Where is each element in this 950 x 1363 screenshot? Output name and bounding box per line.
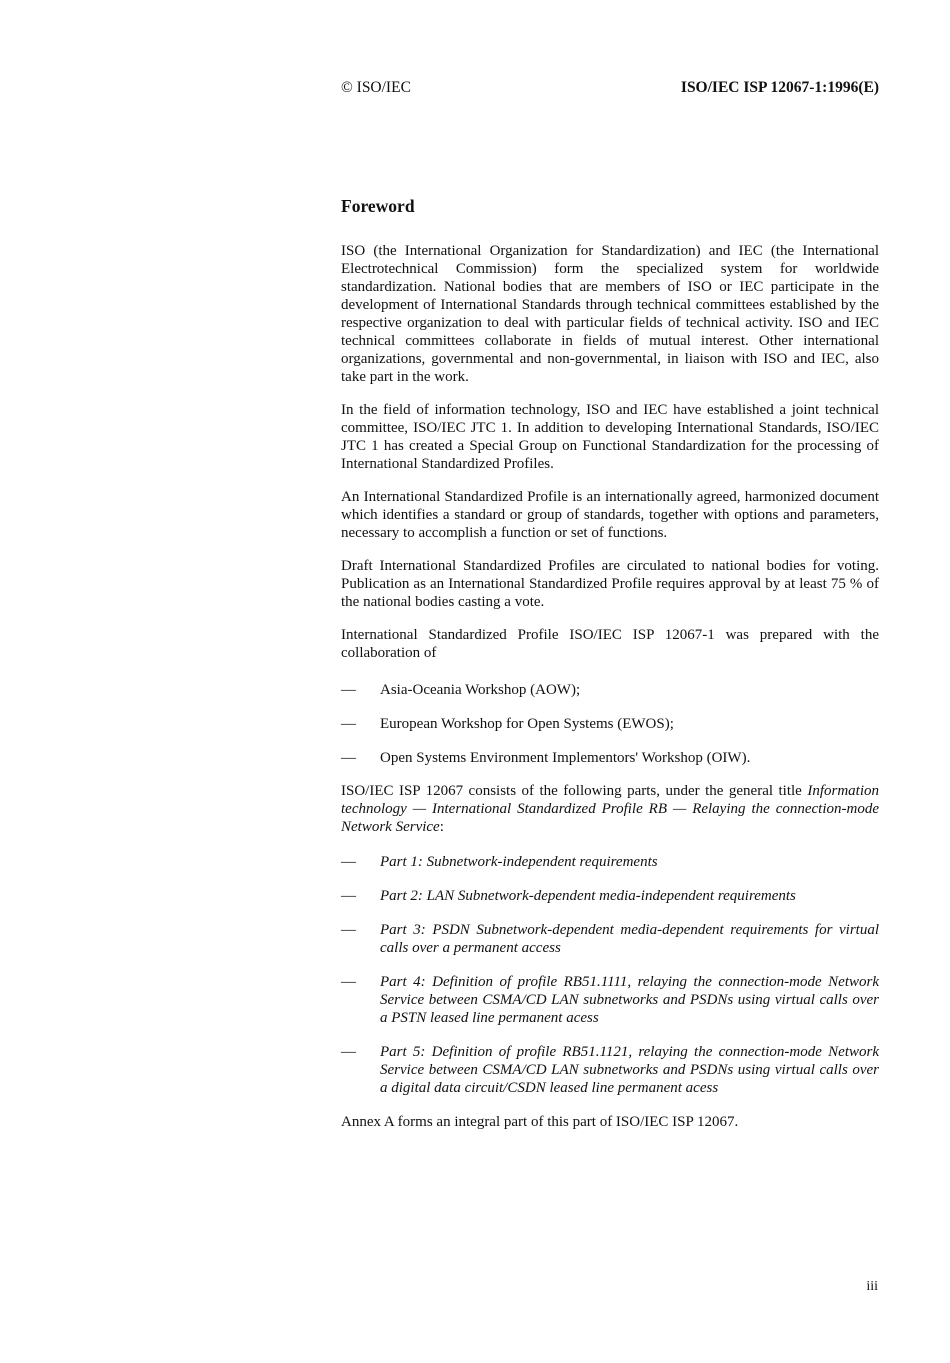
list-item bbox=[341, 681, 879, 699]
list-item bbox=[341, 749, 879, 767]
paragraph: An International Standardized Profile is an internationally agreed, harmonized document which identifies a standard or group of standards, together with options and parameters, necessary to accomplish a function or set of functions. bbox=[341, 489, 879, 541]
parts-intro-prefix: ISO/IEC ISP 12067 consists of the following parts, under the general title bbox=[341, 783, 808, 799]
paragraph: International Standardized Profile ISO/IEC ISP 12067-1 was prepared with the collaboration of bbox=[341, 627, 879, 661]
dash-bullet: — bbox=[341, 974, 356, 990]
workshop-name: Asia-Oceania Workshop (AOW); bbox=[380, 682, 581, 698]
paragraph: ISO (the International Organization for Standardization) and IEC (the International Electrotechnical Commission) form the specialized system for worldwide standardization. National bodies that are members of ISO or IEC participate in the development of International Standards through technical committees established by the respective organization to deal with particular fields of technical activity. ISO and IEC technical committees collaborate in fields of mutual interest. Other international organizations, governmental and non-governmental, in liaison with ISO and IEC, also take part in the work. bbox=[341, 243, 879, 385]
list-item bbox=[341, 715, 879, 733]
part-title: Part 3: PSDN Subnetwork-dependent media-dependent requirements for virtual calls over a permanent access bbox=[380, 922, 879, 956]
workshop-name: European Workshop for Open Systems (EWOS); bbox=[380, 716, 674, 732]
page-title: Foreword bbox=[341, 196, 415, 216]
part-title: Part 5: Definition of profile RB51.1121, relaying the connection-mode Network Service between CSMA/CD LAN subnetworks and PSDNs using virtual calls over a digital data circuit/CSDN leased line permanent acess bbox=[380, 1044, 879, 1096]
page-number: iii bbox=[866, 1279, 878, 1294]
part-title: Part 4: Definition of profile RB51.1111, relaying the connection-mode Network Service between CSMA/CD LAN subnetworks and PSDNs using virtual calls over a PSTN leased line permanent acess bbox=[380, 974, 879, 1026]
dash-bullet: — bbox=[341, 854, 356, 870]
parts-intro bbox=[341, 782, 879, 836]
header-copyright: © ISO/IEC bbox=[341, 79, 411, 96]
dash-bullet: — bbox=[341, 750, 356, 766]
list-item bbox=[341, 887, 879, 905]
list-item bbox=[341, 853, 879, 871]
part-title: Part 1: Subnetwork-independent requirements bbox=[380, 854, 658, 870]
paragraph: Draft International Standardized Profiles are circulated to national bodies for voting. Publication as an International Standardized Profile requires approval by at least 75 % of the national bodies casting a vote. bbox=[341, 558, 879, 610]
list-item bbox=[341, 921, 879, 957]
general-title: Information technology — International Standardized Profile RB — Relaying the connection-mode Network Service bbox=[341, 783, 879, 835]
foreword-body bbox=[341, 242, 879, 1146]
workshop-name: Open Systems Environment Implementors' Workshop (OIW). bbox=[380, 750, 751, 766]
annex-note: Annex A forms an integral part of this part of ISO/IEC ISP 12067. bbox=[341, 1114, 739, 1130]
paragraph: In the field of information technology, ISO and IEC have established a joint technical committee, ISO/IEC JTC 1. In addition to developing International Standards, ISO/IEC JTC 1 has created a Special Group on Functional Standardization for the processing of International Standardized Profiles. bbox=[341, 402, 879, 472]
header-standard-id: ISO/IEC ISP 12067-1:1996(E) bbox=[680, 79, 879, 96]
parts-intro-suffix: : bbox=[439, 819, 444, 835]
list-item bbox=[341, 1043, 879, 1097]
dash-bullet: — bbox=[341, 922, 356, 938]
dash-bullet: — bbox=[341, 888, 356, 904]
dash-bullet: — bbox=[341, 1044, 356, 1060]
part-title: Part 2: LAN Subnetwork-dependent media-independent requirements bbox=[380, 888, 796, 904]
dash-bullet: — bbox=[341, 682, 356, 698]
dash-bullet: — bbox=[341, 716, 356, 732]
list-item bbox=[341, 973, 879, 1027]
